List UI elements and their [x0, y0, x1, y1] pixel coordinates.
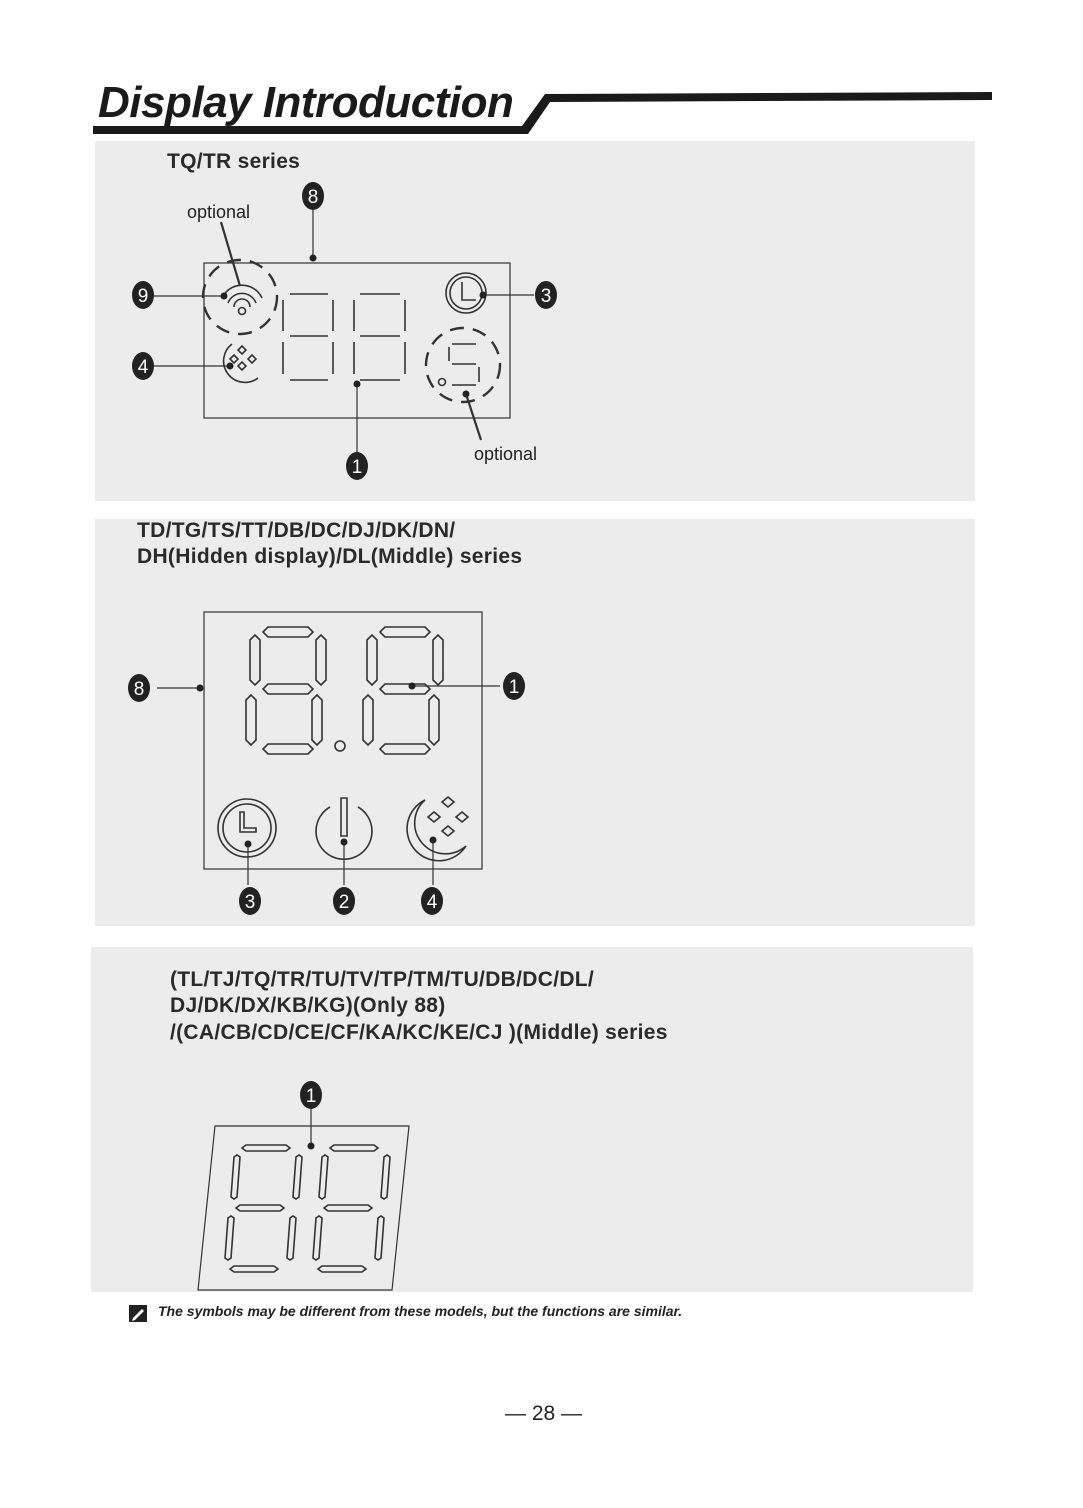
- page-number: — 28 —: [505, 1402, 583, 1425]
- svg-text:2: 2: [338, 892, 350, 913]
- svg-text:3: 3: [244, 892, 256, 913]
- svg-text:8: 8: [133, 679, 145, 700]
- svg-text:1: 1: [351, 457, 363, 478]
- svg-text:9: 9: [137, 286, 149, 307]
- svg-text:3: 3: [540, 286, 552, 307]
- section2-heading-line1: TD/TG/TS/TT/DB/DC/DJ/DK/DN/: [137, 519, 456, 542]
- page-title: Display Introduction: [98, 78, 514, 127]
- svg-text:8: 8: [307, 187, 319, 208]
- optional-label-bottom: optional: [474, 444, 538, 464]
- svg-text:1: 1: [508, 677, 520, 698]
- footer-note: The symbols may be different from these models, but the functions are similar.: [158, 1303, 683, 1319]
- section3-heading-line1: (TL/TJ/TQ/TR/TU/TV/TP/TM/TU/DB/DC/DL/: [170, 968, 595, 991]
- svg-text:4: 4: [137, 357, 149, 378]
- svg-text:1: 1: [305, 1086, 317, 1107]
- optional-label-top: optional: [187, 202, 251, 222]
- section1-heading: TQ/TR series: [167, 150, 301, 173]
- section3-heading-line2: DJ/DK/DX/KB/KG)(Only 88): [170, 994, 446, 1017]
- section3-heading-line3: /(CA/CB/CD/CE/CF/KA/KC/KE/CJ )(Middle) series: [170, 1021, 668, 1044]
- svg-text:4: 4: [426, 892, 438, 913]
- section2-heading-line2: DH(Hidden display)/DL(Middle) series: [137, 545, 523, 568]
